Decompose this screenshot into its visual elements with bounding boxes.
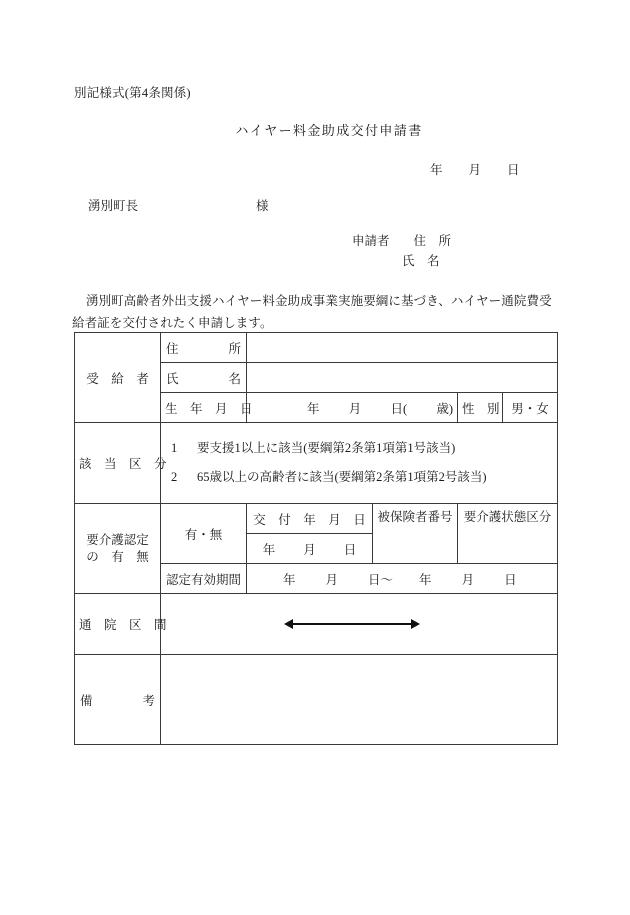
care-label-line1: 要介護認定	[86, 532, 149, 547]
recipient-address-label: 住 所	[161, 333, 247, 363]
addressee-honorific: 様	[256, 199, 269, 213]
care-valid-period-value[interactable]	[247, 564, 558, 594]
table-row-remarks	[75, 655, 558, 745]
period-to-year: 年	[419, 572, 432, 587]
period-to-month: 月	[461, 572, 475, 587]
category-section-label: 該 当 区 分	[75, 423, 161, 504]
recipient-dob-value[interactable]	[247, 393, 458, 423]
recipient-name-label: 氏 名	[161, 363, 247, 393]
date-day-label: 日	[507, 163, 520, 177]
applicant-address-label: 住 所	[413, 234, 452, 248]
recipient-dob-label: 生 年 月 日	[161, 393, 247, 423]
table-row-care-header	[75, 504, 558, 534]
dob-year-label: 年	[307, 401, 320, 416]
commute-section-value[interactable]	[161, 594, 558, 655]
care-presence-value[interactable]: 有・無	[161, 504, 247, 564]
care-label-line2: の 有 無	[86, 549, 149, 564]
table-row-category	[75, 423, 558, 504]
dob-age-label: 歳)	[436, 401, 453, 416]
care-valid-period-label: 認定有効期間	[161, 564, 247, 594]
table-row-commute-section	[75, 594, 558, 655]
form-number: 別記様式(第4条関係)	[74, 86, 191, 100]
recipient-sex-label: 性 別	[458, 393, 503, 423]
arrow-head-right-icon	[411, 619, 420, 629]
category-option-1-text: 要支援1以上に該当(要綱第2条第1項第1号該当)	[197, 441, 456, 455]
applicant-block	[352, 231, 451, 271]
category-option-2-number: 2	[171, 470, 178, 484]
issue-year-label: 年	[262, 542, 276, 557]
care-insured-number-label: 被保険者番号	[373, 504, 458, 564]
commute-section-label: 通 院 区 間	[75, 594, 161, 655]
category-option-2-text: 65歳以上の高齢者に該当(要綱第2条第1項第2号該当)	[197, 470, 487, 484]
remarks-section-label: 備 考	[75, 655, 161, 745]
period-from-month: 月	[325, 572, 339, 587]
care-certification-section-label	[75, 504, 161, 594]
table-row-recipient-address	[75, 333, 558, 363]
issue-day-label: 日	[343, 542, 357, 557]
period-from-day: 日〜	[368, 572, 394, 587]
application-form-table	[74, 332, 558, 745]
issue-month-label: 月	[303, 542, 316, 557]
addressee-name: 湧別町長	[88, 199, 139, 213]
recipient-section-label: 受 給 者	[75, 333, 161, 423]
dob-day-label: 日(	[390, 401, 408, 416]
remarks-value[interactable]	[161, 655, 558, 745]
care-issue-date-value[interactable]	[247, 534, 373, 564]
applicant-name-label: 氏 名	[402, 254, 440, 268]
category-option-2[interactable]	[171, 463, 553, 492]
date-month-label: 月	[468, 163, 482, 177]
document-title: ハイヤー料金助成交付申請書	[235, 123, 423, 138]
recipient-address-value[interactable]	[247, 333, 558, 363]
care-issue-date-label: 交 付 年 月 日	[247, 504, 373, 534]
dob-month-label: 月	[348, 401, 362, 416]
category-options[interactable]	[161, 423, 558, 504]
category-option-1[interactable]	[171, 434, 553, 463]
period-to-day: 日	[504, 572, 517, 587]
recipient-name-value[interactable]	[247, 363, 558, 393]
period-from-year: 年	[283, 572, 296, 587]
intro-paragraph: 湧別町高齢者外出支援ハイヤー料金助成事業実施要綱に基づき、ハイヤー通院費受給者証を交付されたく申請します。	[72, 294, 552, 330]
recipient-sex-value[interactable]: 男・女	[503, 393, 558, 423]
applicant-label: 申請者	[352, 234, 390, 248]
date-year-label: 年	[430, 163, 443, 177]
submission-date-line	[430, 160, 520, 178]
double-arrow-icon	[284, 619, 420, 629]
category-option-1-number: 1	[171, 441, 178, 455]
addressee	[88, 196, 269, 214]
care-level-label: 要介護状態区分	[458, 504, 558, 564]
arrow-line	[290, 623, 414, 625]
